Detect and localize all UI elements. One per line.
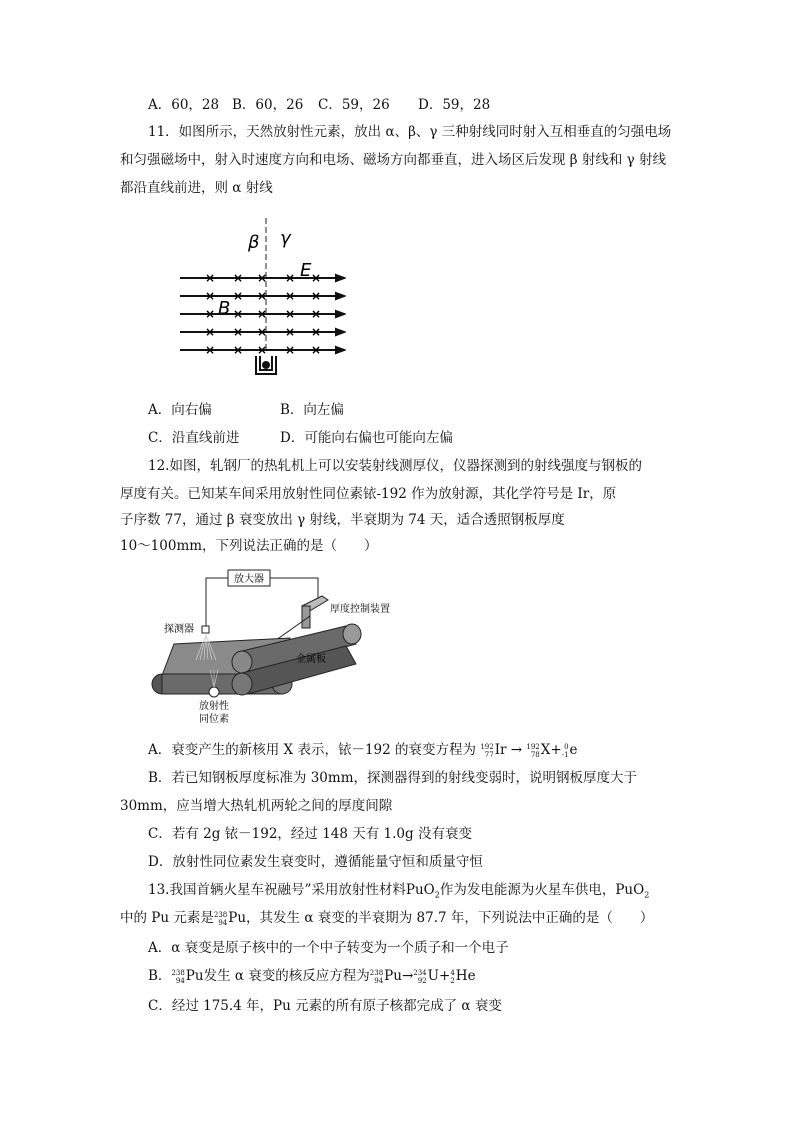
prev-option-c: C．59，26 (318, 97, 390, 113)
b-field-cross-mark: × (284, 325, 296, 339)
q11-field-figure (176, 214, 346, 380)
q11-option-a: A．向右偏 (148, 402, 212, 418)
u-mass: 234 (413, 968, 427, 977)
q11-option-b: B．向左偏 (280, 402, 344, 418)
thickness-device-label: 厚度控制装置 (330, 604, 390, 615)
u-atomic: 92 (417, 976, 427, 985)
q11-text-line3: 都沿直线前进，则 α 射线 (120, 180, 273, 196)
q13-line1-prefix: 13.我国首辆火星车祝融号”采用放射性材料 (148, 882, 406, 898)
q12-rolling-mill-figure (150, 566, 420, 728)
b-field-cross-mark: × (310, 289, 322, 303)
b-field-cross-mark: × (256, 271, 268, 285)
field-arrowhead (336, 311, 344, 317)
beta-label: β (248, 232, 260, 253)
field-arrowhead (336, 293, 344, 299)
q12-text-line1: 12.如图，轧钢厂的热轧机上可以安装射线测厚仪，仪器探测到的射线强度与钢板的 (148, 458, 642, 474)
b-field-cross-mark: × (284, 271, 296, 285)
e-atomic-number: -1 (561, 750, 569, 759)
b-field-cross-mark: × (232, 271, 244, 285)
pu-mass-number: 238 (213, 910, 228, 919)
decay-arrow: → (401, 968, 414, 984)
pu-atomic-1: 94 (175, 976, 185, 985)
q13-option-a: A．α 衰变是原子核中的一个中子转变为一个质子和一个电子 (148, 940, 509, 956)
b-field-cross-mark: × (310, 343, 322, 357)
q13-line2-prefix: 中的 Pu 元素是 (120, 910, 214, 926)
pu-atomic-number: 94 (218, 918, 228, 927)
wire-left (206, 578, 228, 626)
prev-option-a: A．60，28 (148, 97, 220, 113)
q13-option-b-prefix: B． (148, 968, 172, 984)
ir-atomic-number: 77 (484, 750, 494, 759)
source-label-line1: 放射性 (199, 701, 229, 712)
detector-label: 探测器 (164, 624, 194, 635)
q12-option-b-line1: B．若已知钢板厚度标准为 30mm，探测器得到的射线变弱时，说明钢板厚度大于 (148, 770, 637, 786)
b-field-cross-mark: × (256, 343, 268, 357)
pu-symbol-2: Pu (384, 968, 402, 984)
q11-option-c: C．沿直线前进 (148, 430, 240, 446)
prev-option-d: D．59，28 (418, 97, 491, 113)
pu-mass-2: 238 (369, 968, 384, 977)
q11-text-line2: 和匀强磁场中，射入时速度方向和电场、磁场方向都垂直，进入场区后发现 β 射线和 γ 射线 (120, 152, 667, 168)
u-symbol: U (427, 968, 440, 984)
source-label-line2: 同位素 (199, 714, 229, 725)
puo2-formula: PuO (405, 882, 435, 898)
q11-text-line1: 11．如图所示，天然放射性元素，放出 α、β、γ 三种射线同时射入互相垂直的匀强电场 (148, 124, 672, 140)
q12-option-b-line2: 30mm，应当增大热轧机两轮之间的厚度间隙 (120, 798, 393, 814)
b-field-cross-mark: × (310, 325, 322, 339)
detector-box (202, 626, 209, 633)
q13-line1-mid: 作为发电能源为火星车供电， (439, 882, 616, 898)
pu-symbol-1: Pu (185, 968, 204, 984)
puo2-formula-2: PuO (615, 882, 645, 898)
reaction-arrow: → (510, 742, 523, 758)
amplifier-label: 放大器 (234, 574, 264, 585)
e-field-label: E (300, 260, 312, 281)
puo2-subscript: 2 (434, 890, 440, 900)
ir-mass-number: 192 (480, 742, 494, 751)
b-field-cross-mark: × (284, 289, 296, 303)
b-field-cross-mark: × (204, 289, 216, 303)
field-arrowhead (336, 275, 344, 281)
q11-option-d: D．可能向右偏也可能向左偏 (280, 430, 453, 446)
b-field-cross-mark: × (310, 271, 322, 285)
q13-line2-suffix: ，其发生 α 衰变的半衰期为 87.7 年，下列说法中正确的是（ ） (246, 910, 654, 926)
field-arrowhead (336, 329, 344, 335)
q13-text-line2 (120, 908, 653, 928)
b-field-cross-mark: × (232, 325, 244, 339)
x-mass-number: 192 (526, 742, 540, 751)
q12-text-line4: 10～100mm，下列说法正确的是（ ） (120, 538, 378, 554)
q12-option-a-prefix: A．衰变产生的新核用 X 表示，铱－192 的衰变方程为 (148, 742, 477, 758)
pu-atomic-2: 94 (374, 976, 384, 985)
ir-symbol: Ir (494, 742, 507, 758)
b-field-cross-mark: × (256, 325, 268, 339)
source-sample (262, 361, 270, 369)
he-symbol: He (455, 968, 476, 984)
decay-plus: + (439, 968, 451, 984)
metal-plate-label: 金属板 (296, 654, 326, 665)
pu-symbol: Pu (228, 910, 247, 926)
q12-text-line2: 厚度有关。已知某车间采用放射性同位素铱-192 作为放射源，其化学符号是 Ir，原 (120, 486, 617, 502)
q12-option-c: C．若有 2g 铱－192，经过 148 天有 1.0g 没有衰变 (148, 826, 472, 842)
field-arrowhead (336, 347, 344, 353)
gamma-label: γ (280, 228, 291, 249)
x-symbol: X (540, 742, 551, 758)
isotope-source (209, 687, 219, 697)
b-field-cross-mark: × (232, 343, 244, 357)
e-mass-number: 0 (564, 742, 569, 751)
b-field-cross-mark: × (204, 343, 216, 357)
e-symbol: e (569, 742, 578, 758)
b-field-cross-mark: × (256, 289, 268, 303)
b-field-cross-mark: × (310, 307, 322, 321)
b-field-cross-mark: × (284, 343, 296, 357)
q13-option-b (148, 966, 476, 986)
q13-option-c: C．经过 175.4 年，Pu 元素的所有原子核都完成了 α 衰变 (148, 998, 502, 1014)
b-field-label: B (218, 298, 231, 319)
b-field-cross-mark: × (204, 271, 216, 285)
prev-option-b: B．60，26 (232, 97, 304, 113)
q12-text-line3: 子序数 77，通过 β 衰变放出 γ 射线，半衰期为 74 天，适合透照钢板厚度 (120, 512, 565, 528)
b-field-cross-mark: × (204, 307, 216, 321)
q12-option-d: D．放射性同位素发生衰变时，遵循能量守恒和质量守恒 (148, 854, 483, 870)
b-field-cross-mark: × (204, 325, 216, 339)
plus-sign: + (550, 742, 562, 758)
he-atomic: 2 (450, 976, 455, 985)
b-field-cross-mark: × (256, 307, 268, 321)
q12-option-a (148, 740, 578, 760)
q13-text-line1 (148, 880, 649, 906)
puo2-subscript-2: 2 (644, 890, 650, 900)
b-field-cross-mark: × (232, 289, 244, 303)
wire-right (270, 578, 318, 600)
he-mass: 4 (450, 968, 455, 977)
x-atomic-number: 78 (530, 750, 540, 759)
q13-option-b-mid: 发生 α 衰变的核反应方程为 (203, 968, 370, 984)
b-field-cross-mark: × (284, 307, 296, 321)
pu-mass-1: 238 (171, 968, 185, 977)
b-field-cross-mark: × (232, 307, 244, 321)
